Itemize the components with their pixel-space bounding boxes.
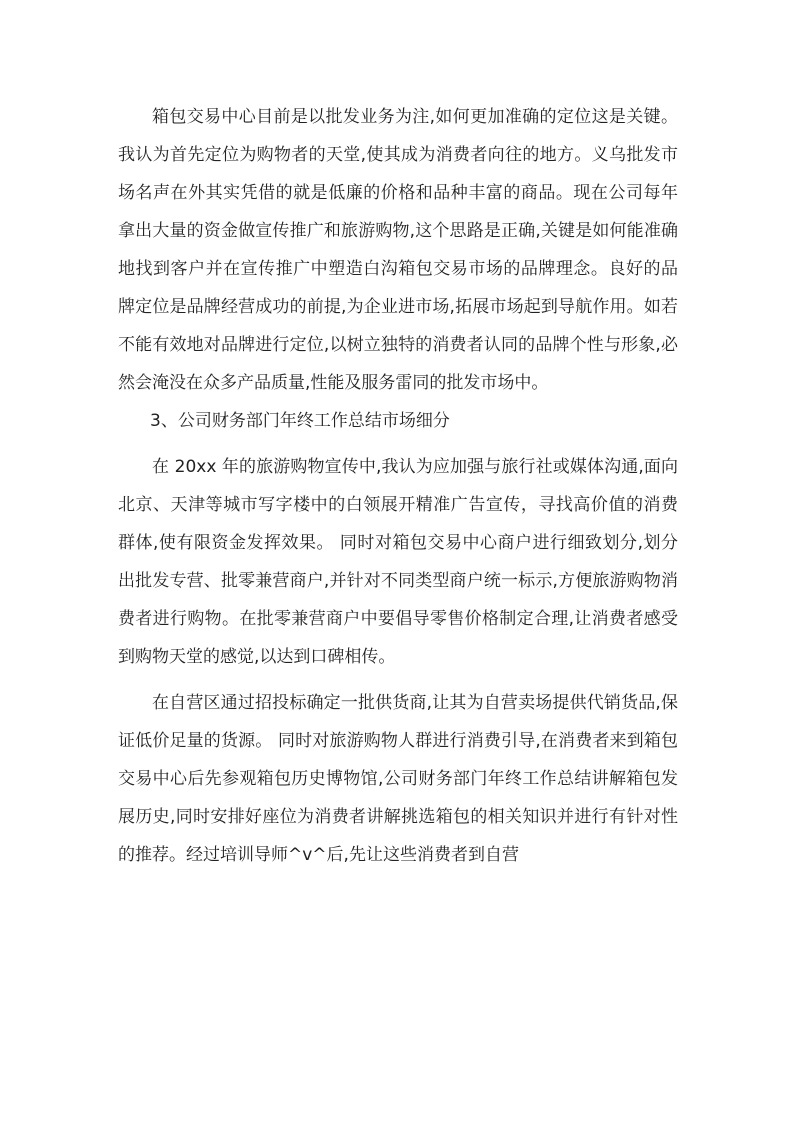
paragraph-tourism-promotion: 在 20xx 年的旅游购物宣传中,我认为应加强与旅行社或媒体沟通,面向北京、天津等城市写字楼中的白领展开精准广告宣传，寻找高价值的消费群体,使有限资金发挥效果。 同时对箱包交易中心商户进行细致划分,划分出批发专营、批零兼营商户,并针对不同类型商户统一标示,方便旅游购物消费者进行购物。在批零兼营商户中要倡导零售价格制定合理,让消费者感受到购物天堂的感觉,以达到口碑相传。 [118,457,678,667]
paragraph-brand-positioning: 箱包交易中心目前是以批发业务为注,如何更加准确的定位这是关键。我认为首先定位为购物者的天堂,使其成为消费者向往的地方。义乌批发市场名声在外其实凭借的就是低廉的价格和品种丰富的商品。现在公司每年拿出大量的资金做宣传推广和旅游购物,这个思路是正确,关键是如何能准确地找到客户并在宣传推广中塑造白沟箱包交易市场的品牌理念。良好的品牌定位是品牌经营成功的前提,为企业进市场,拓展市场起到导航作用。如若不能有效地对品牌进行定位,以树立独特的消费者认同的品牌个性与形象,必然会淹没在众多产品质量,性能及服务雷同的批发市场中。 [118,107,678,393]
paragraph-self-operated-area: 在自营区通过招投标确定一批供货商,让其为自营卖场提供代销货品,保证低价足量的货源。 同时对旅游购物人群进行消费引导,在消费者来到箱包交易中心后先参观箱包历史博物馆,公司财务部门年终工作总结讲解箱包发展历史,同时安排好座位为消费者讲解挑选箱包的相关知识并进行有针对性的推荐。经过培训导师^v^后,先让这些消费者到自营 [118,693,678,865]
document-body [118,98,678,874]
section-heading-market-segmentation: 3、公司财务部门年终工作总结市场细分 [150,411,450,431]
